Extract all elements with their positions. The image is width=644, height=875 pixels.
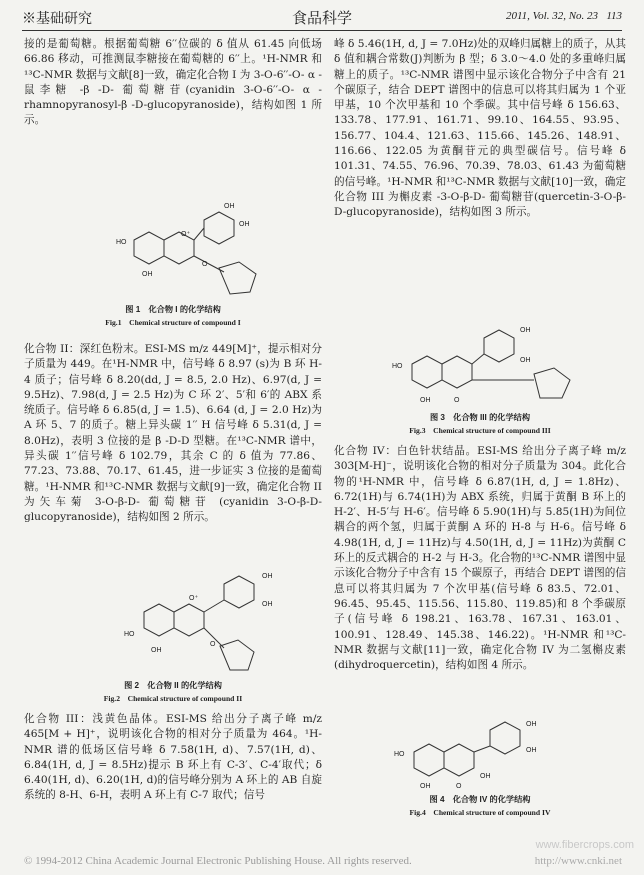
svg-text:HO: HO: [116, 239, 127, 246]
svg-text:O⁺: O⁺: [189, 595, 199, 602]
left-paragraph-1: 接的是葡萄糖。根据葡萄糖 6′′位碳的 δ 值从 61.45 向低场 66.86 移动，可推测鼠李糖接在葡萄糖的 6′′上。¹H-NMR 和¹³C-NMR 数据与文献[8]一致，确定化合物 I 为 3-O-6′′-O- α -鼠李糖 -β -D- 葡萄糖苷(cyanidin 3-O-6′′-O- α -rhamnopyranosyl-β -D-glucopyranoside)，结构如图 1 所示。: [24, 38, 322, 127]
cnki-link[interactable]: http://www.cnki.net: [534, 855, 622, 867]
svg-text:HO: HO: [394, 751, 405, 758]
svg-text:HO: HO: [124, 631, 135, 638]
page-footer: [24, 855, 622, 867]
figure-4-caption-cn: 图 4 化合物 IV 的化学结构: [429, 795, 531, 804]
svg-text:OH: OH: [420, 783, 431, 790]
svg-text:O: O: [210, 641, 216, 648]
structure-compound-1: [24, 200, 322, 300]
structure-compound-2: [24, 566, 322, 676]
left-paragraph-3: 化合物 III：浅黄色晶体。ESI-MS 给出分子离子峰 m/z 465[M + H]⁺，说明该化合物的相对分子质量为 464。¹H-NMR 谱的低场区信号峰 δ 7.58(1H, d)、7.57(1H, d)、6.84(1H, d, J = 8.5Hz)提示 B 环上有 C-3′、C-4′取代；δ 6.40(1H, d)、6.20(1H, d)的信号峰分别为 A 环上的 AB 自旋系统的 8-H、6-H，表明 A 环上有 C-7 取代；信号: [24, 713, 322, 802]
svg-text:O: O: [456, 783, 462, 790]
watermark: www.fibercrops.com: [535, 839, 634, 851]
copyright-notice: © 1994-2012 China Academic Journal Electronic Publishing House. All rights reserved.: [24, 855, 412, 867]
figure-1-caption-cn: 图 1 化合物 I 的化学结构: [125, 305, 221, 314]
svg-text:OH: OH: [142, 271, 153, 278]
right-paragraph-2: 化合物 IV：白色针状结晶。ESI-MS 给出分子离子峰 m/z 303[M-H]⁻，说明该化合物的相对分子质量为 304。此化合物的¹H-NMR 中，信号峰 δ 6.87(1H, d, J = 1.8Hz)、6.72(1H)与 6.74(1H)为 ABX 系统，归属于黄酮 B 环上的 H-2′、H-5′与 H-6′。信号峰 δ 5.90(1H)与 5.85(1H)为间位耦合的两个氢，归属于黄酮 A 环的 H-8 与 H-6。信号峰 δ 4.98(1H, d, J = 11Hz)与 4.50(1H, d, J = 11Hz)为黄酮 C 环上的反式耦合的 H-2 与 H-3。化合物的¹³C-NMR 谱图中显示该化合物分子中含有 15 个碳原子，再结合 DEPT 谱图的信息可以将其归属为 7 个次甲基(信号峰 δ 83.5、72.01、96.45、95.45、115.56、115.80、119.85)和 8 个季碳原子(信号峰 δ 198.21、163.78、167.31、163.01、100.91、128.49、145.38、146.22)。¹H-NMR 和¹³C-NMR 数据与文献[11]一致，确定化合物 IV 为二氢槲皮素(dihydroquercetin)，结构如图 4 所示。: [334, 445, 626, 672]
svg-text:HO: HO: [392, 363, 403, 370]
figure-2: [24, 566, 322, 704]
svg-text:OH: OH: [520, 327, 531, 334]
svg-text:OH: OH: [480, 773, 491, 780]
svg-text:OH: OH: [239, 221, 250, 228]
svg-text:OH: OH: [520, 357, 531, 364]
structure-compound-3: [334, 322, 626, 408]
svg-text:OH: OH: [151, 647, 162, 654]
figure-2-caption-cn: 图 2 化合物 II 的化学结构: [124, 681, 222, 690]
page-number: 113: [606, 10, 622, 22]
header-rule: [22, 30, 622, 31]
figure-2-caption-en: Fig.2 Chemical structure of compound II: [103, 694, 243, 703]
svg-text:OH: OH: [262, 601, 273, 608]
figure-3-caption-en: Fig.3 Chemical structure of compound III: [409, 426, 551, 435]
svg-text:OH: OH: [526, 721, 537, 728]
section-label: ※基础研究: [22, 11, 92, 27]
running-header: [22, 6, 622, 30]
left-paragraph-2: 化合物 II：深红色粉末。ESI-MS m/z 449[M]⁺，提示相对分子质量为 449。在¹H-NMR 中，信号峰 δ 8.97 (s)为 B 环 H-4 质子；信号峰 δ 8.20(dd, J = 8.5, 2.0 Hz)、6.97(d, J = 9.5Hz)、7.98(d, J = 2.5 Hz)为 C 环 2′、5′和 6′的 ABX 系统质子。信号峰 δ 6.85(d, J = 1.5)、6.64 (d, J = 2.0 Hz)为 A 环 5、7 的质子。糖上异头碳 1′′ H 信号峰 δ 5.31(d, J = 8.0Hz)，表明 3 位接的是 β -D-D 型糖。在¹³C-NMR 谱中，异头碳 1′′信号峰 δ 102.79，其余 C 的 δ 值为 77.86、77.23、73.88、70.17、61.45，进一步证实 3 位接的是葡萄糖。¹H-NMR 和¹³C-NMR 数据与文献[9]一致，确定化合物 II 为矢车菊 3-O-β-D- 葡萄糖苷 (cyanidin 3-O-β-D-glucopyranoside)，结构如图 2 所示。: [24, 343, 322, 524]
figure-1-caption-en: Fig.1 Chemical structure of compound I: [105, 318, 241, 327]
svg-text:O⁺: O⁺: [181, 231, 191, 238]
structure-compound-4: [334, 718, 626, 790]
issue-info: 2011, Vol. 32, No. 23: [505, 10, 599, 22]
journal-title: 食品科学: [291, 9, 352, 27]
figure-1: [24, 200, 322, 328]
right-paragraph-1: 峰 δ 5.46(1H, d, J = 7.0Hz)处的双峰归属糖上的质子，从其 δ 值和耦合常数(J)判断为 β 型；δ 3.0～4.0 处的多重峰归属糖上的质子。¹³C-NMR 谱图中显示该化合物分子中含有 21 个碳原子，结合 DEPT 谱图中的信息可以将其归属为 1 个亚甲基，10 个次甲基和 10 个季碳。其中信号峰 δ 156.63、133.78、177.91、161.71、99.10、164.55、93.95、156.77、104.4、121.63、115.66、145.26、148.91、116.66、122.05 为黄酮苷元的典型碳信号。信号峰 δ 101.31、74.55、76.96、70.39、78.03、61.43 为葡萄糖的信号峰。¹H-NMR 和¹³C-NMR 数据与文献[10]一致，确定化合物 III 为槲皮素 -3-O-β-D- 葡萄糖苷(quercetin-3-O-β-D-glucopyranoside)，结构如图 3 所示。: [334, 38, 626, 219]
svg-text:OH: OH: [262, 573, 273, 580]
figure-3: [334, 322, 626, 436]
figure-4: [334, 718, 626, 818]
svg-text:O: O: [454, 397, 460, 404]
figure-4-caption-en: Fig.4 Chemical structure of compound IV: [409, 808, 551, 817]
figure-3-caption-cn: 图 3 化合物 III 的化学结构: [429, 413, 531, 422]
svg-text:OH: OH: [224, 203, 235, 210]
svg-text:O: O: [202, 261, 208, 268]
svg-text:OH: OH: [526, 747, 537, 754]
svg-text:OH: OH: [420, 397, 431, 404]
